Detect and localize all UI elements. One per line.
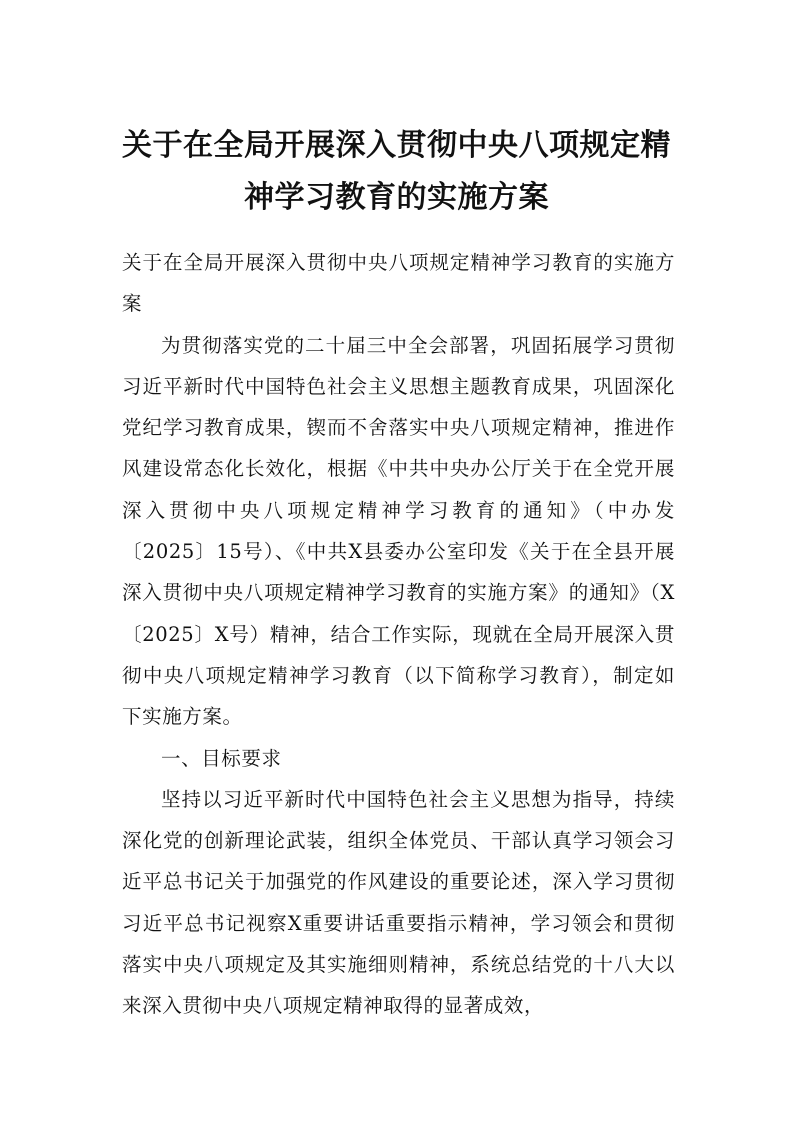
intro-paragraph: 为贯彻落实党的二十届三中全会部署，巩固拓展学习贯彻习近平新时代中国特色社会主义思想主题教育成果，巩固深化党纪学习教育成果，锲而不舍落实中央八项规定精神，推进作风建设常态化长效化，根据《中共中央办公厅关于在全党开展深入贯彻中央八项规定精神学习教育的通知》（中办发〔2025〕15号）、《中共X县委办公室印发《关于在全县开展深入贯彻中央八项规定精神学习教育的实施方案》的通知》（X〔2025〕X号）精神，结合工作实际，现就在全局开展深入贯彻中央八项规定精神学习教育（以下简称学习教育），制定如下实施方案。 <box>122 333 675 729</box>
document-title <box>100 120 693 224</box>
goals-paragraph: 坚持以习近平新时代中国特色社会主义思想为指导，持续深化党的创新理论武装，组织全体党员、干部认真学习领会习近平总书记关于加强党的作风建设的重要论述，深入学习贯彻习近平总书记视察X重要讲话重要指示精神，学习领会和贯彻落实中央八项规定及其实施细则精神，系统总结党的十八大以来深入贯彻中央八项规定精神取得的显著成效， <box>122 787 675 1018</box>
title-line-2: 神学习教育的实施方案 <box>244 180 549 215</box>
document-subtitle: 关于在全局开展深入贯彻中央八项规定精神学习教育的实施方案 <box>122 251 675 316</box>
section-heading-goals: 一、目标要求 <box>161 746 282 770</box>
title-line-1: 关于在全局开展深入贯彻中央八项规定精 <box>122 128 671 163</box>
document-body <box>122 242 675 1027</box>
